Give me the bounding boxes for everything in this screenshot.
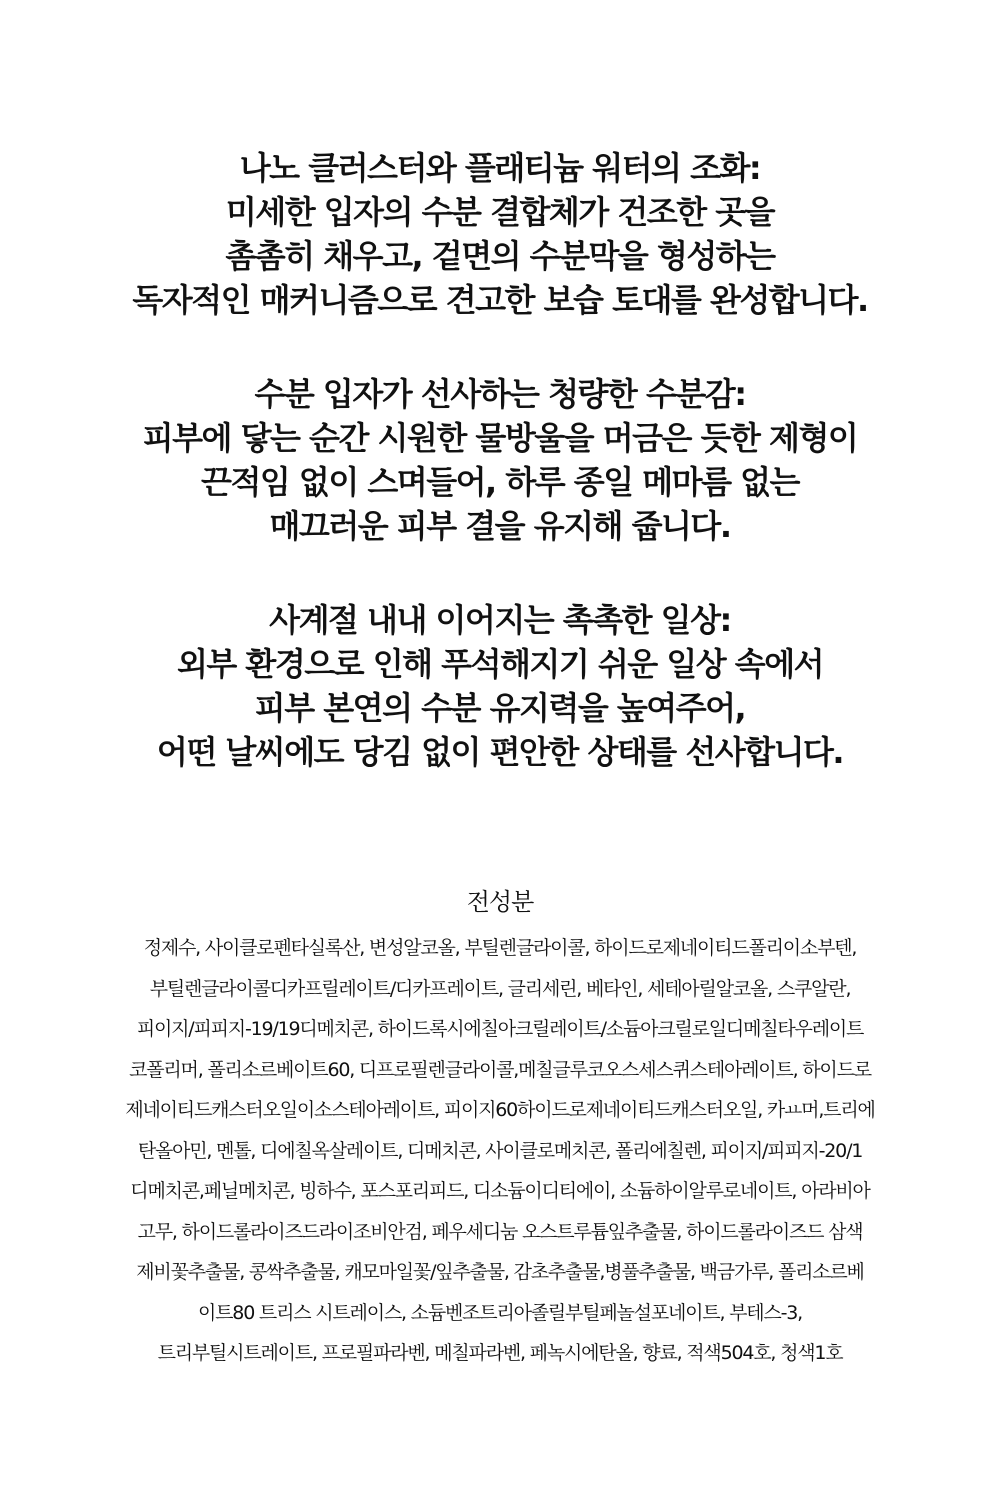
ingredients-line: 이트80 트리스 시트레이스, 소듐벤조트리아졸릴부틸페놀설포네이트, 부테스-3,	[198, 1301, 802, 1324]
description-line: 피부에 닿는 순간 시원한 물방울을 머금은 듯한 제형이	[142, 419, 858, 457]
ingredients-line: 제네이티드캐스터오일이소스테아레이트, 피이지60하이드로제네이티드캐스터오일, 카ㅛ머,트리에	[125, 1099, 875, 1121]
description-heading: 나노 클러스터와 플래티늄 워터의 조화:	[239, 149, 761, 187]
product-description	[0, 146, 1000, 824]
ingredients-line: 정제수, 사이클로펜타실록산, 변성알코올, 부틸렌글라이콜, 하이드로제네이티드폴리이소부텐,	[143, 937, 857, 959]
description-heading: 수분 입자가 선사하는 청량한 수분감:	[254, 375, 746, 413]
description-line: 피부 본연의 수분 유지력을 높여주어,	[254, 689, 746, 727]
ingredients-line: 고무, 하이드롤라이즈드라이조비안검, 페우세디눔 오스트루튬잎추출물, 하이드롤라이즈드 삼색	[137, 1220, 863, 1243]
ingredients-line: 제비꽃추출물, 콩싹추출물, 캐모마일꽃/잎추출물, 감초추출물,병풀추출물, 백금가루, 폴리소르베	[136, 1261, 864, 1283]
ingredients-section	[0, 882, 1000, 1374]
description-line: 촘촘히 채우고, 겉면의 수분막을 형성하는	[225, 237, 775, 275]
description-line: 매끄러운 피부 결을 유지해 줍니다.	[269, 507, 731, 545]
description-line: 어떤 날씨에도 당김 없이 편안한 상태를 선사합니다.	[156, 733, 844, 771]
ingredients-title: 전성분	[466, 888, 534, 916]
description-line: 끈적임 없이 스며들어, 하루 종일 메마름 없는	[201, 463, 799, 501]
description-paragraph	[0, 146, 1000, 322]
description-paragraph	[0, 372, 1000, 548]
ingredients-line: 피이지/피피지-19/19디메치콘, 하이드록시에칠아크릴레이트/소듐아크릴로일디메칠타우레이트	[136, 1018, 864, 1040]
description-line: 독자적인 매커니즘으로 견고한 보습 토대를 완성합니다.	[132, 281, 868, 319]
ingredients-line: 코폴리머, 폴리소르베이트60, 디프로필렌글라이콜,메칠글루코오스세스퀴스테아레이트, 하이드로	[129, 1058, 871, 1081]
description-heading: 사계절 내내 이어지는 촉촉한 일상:	[269, 601, 731, 639]
ingredients-line: 디메치콘,페닐메치콘, 빙하수, 포스포리피드, 디소듐이디티에이, 소듐하이알루로네이트, 아라비아	[130, 1180, 870, 1202]
ingredients-line: 부틸렌글라이콜디카프릴레이트/디카프레이트, 글리세린, 베타인, 세테아릴알코올, 스쿠알란,	[149, 977, 851, 1000]
ingredients-line: 탄올아민, 멘톨, 디에칠옥살레이트, 디메치콘, 사이클로메치콘, 폴리에칠렌, 피이지/피피지-20/1	[137, 1139, 863, 1162]
description-line: 미세한 입자의 수분 결합체가 건조한 곳을	[225, 193, 775, 231]
description-paragraph	[0, 598, 1000, 774]
ingredients-line: 트리부틸시트레이트, 프로필파라벤, 메칠파라벤, 페녹시에탄올, 향료, 적색504호, 청색1호	[157, 1342, 843, 1364]
description-line: 외부 환경으로 인해 푸석해지기 쉬운 일상 속에서	[176, 645, 824, 683]
